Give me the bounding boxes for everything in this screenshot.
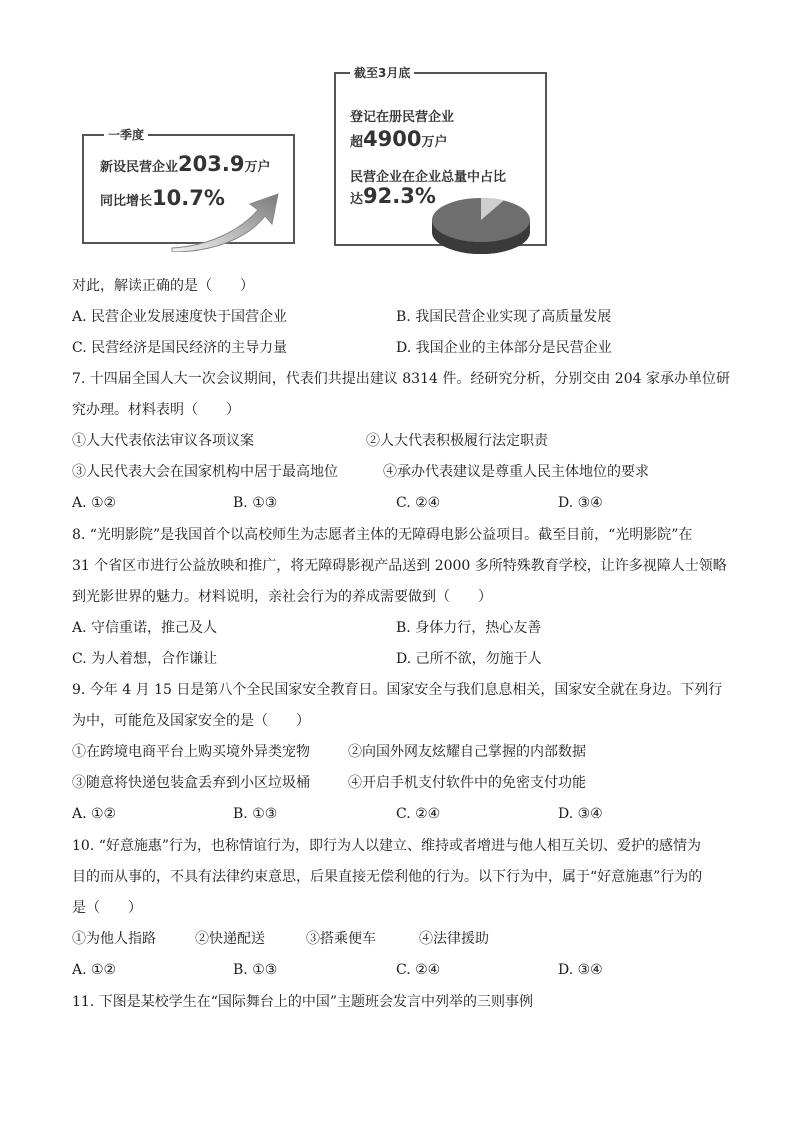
q8-option-d: D. 己所不欲，勿施于人 [396,651,542,667]
q9-line2: 为中，可能危及国家安全的是（ ） [72,713,310,729]
q8-option-b: B. 身体力行，热心友善 [396,620,542,636]
q7-option-d: D. ③④ [558,495,603,511]
q6-option-c: C. 民营经济是国民经济的主导力量 [72,340,288,356]
q10-line3: 是（ ） [72,900,142,916]
q7-line1: 7. 十四届全国人大一次会议期间，代表们共提出建议 8314 件。经研究分析，分别交由 204 家承办单位研 [72,371,730,387]
q8-line2: 31 个省区市进行公益放映和推广，将无障碍影视产品送到 2000 多所特殊教育学校，让许多视障人士领略 [72,558,727,574]
figure-right-line4: 达92.3% [350,184,436,208]
q7-option-c: C. ②④ [396,495,441,511]
q9-statement-1: ①在跨境电商平台上购买境外异类宠物 [72,744,310,760]
figure-left-line1: 新设民营企业203.9万户 [100,152,271,176]
q10-line1: 10. “好意施惠”行为，也称情谊行为，即行为人以建立、维持或者增进与他人相互关切、爱护的感情为 [72,838,702,854]
q7-option-b: B. ①③ [233,495,278,511]
q10-statement-2: ②快递配送 [195,931,265,947]
figure-right-line1: 登记在册民营企业 [350,110,455,125]
q6-option-b: B. 我国民营企业实现了高质量发展 [396,309,612,325]
q10-option-c: C. ②④ [396,962,441,978]
q10-option-b: B. ①③ [233,962,278,978]
q11-line1: 11. 下图是某校学生在“国际舞台上的中国”主题班会发言中列举的三则事例 [72,994,534,1010]
q8-option-c: C. 为人着想，合作谦让 [72,651,218,667]
q6-option-a: A. 民营企业发展速度快于国营企业 [72,309,288,325]
figure-right-label: 截至3月底 [350,64,414,81]
q9-option-a: A. ①② [72,806,117,822]
figure-right-line2: 超4900万户 [350,127,448,151]
q9-option-d: D. ③④ [558,806,603,822]
q7-statement-4: ④承办代表建议是尊重人民主体地位的要求 [383,464,649,480]
q9-line1: 9. 今年 4 月 15 日是第八个全民国家安全教育日。国家安全与我们息息相关，国家安全就在身边。下列行 [72,682,723,698]
figure-left-line2: 同比增长10.7% [100,186,225,210]
q7-option-a: A. ①② [72,495,117,511]
growth-arrow-icon [170,190,285,252]
q7-statement-2: ②人大代表积极履行法定职责 [366,433,548,449]
q10-statement-1: ①为他人指路 [72,931,156,947]
q10-statement-3: ③搭乘便车 [306,931,376,947]
pie-chart [430,196,532,256]
q10-statement-4: ④法律援助 [419,931,489,947]
q10-option-d: D. ③④ [558,962,603,978]
q9-option-b: B. ①③ [233,806,278,822]
q9-statement-3: ③随意将快递包装盒丢弃到小区垃圾桶 [72,775,310,791]
q7-statement-3: ③人民代表大会在国家机构中居于最高地位 [72,464,338,480]
q8-option-a: A. 守信重诺，推己及人 [72,620,218,636]
q8-line1: 8. “光明影院”是我国首个以高校师生为志愿者主体的无障碍电影公益项目。截至目前，“光明影院”在 [72,527,693,543]
q8-line3: 到光影世界的魅力。材料说明，亲社会行为的养成需要做到（ ） [72,589,492,605]
figure-left-label: 一季度 [104,126,148,143]
q9-statement-4: ④开启手机支付软件中的免密支付功能 [348,775,586,791]
q9-option-c: C. ②④ [396,806,441,822]
q6-stem: 对此，解读正确的是（ ） [72,278,254,294]
q7-line2: 究办理。材料表明（ ） [72,402,240,418]
q7-statement-1: ①人大代表依法审议各项议案 [72,433,254,449]
q9-statement-2: ②向国外网友炫耀自己掌握的内部数据 [348,744,586,760]
q10-option-a: A. ①② [72,962,117,978]
q6-option-d: D. 我国企业的主体部分是民营企业 [396,340,612,356]
q10-line2: 目的而从事的，不具有法律约束意思，后果直接无偿利他的行为。以下行为中，属于“好意施惠”行为的 [72,869,703,885]
figure-right-line3: 民营企业在企业总量中占比 [350,170,507,185]
